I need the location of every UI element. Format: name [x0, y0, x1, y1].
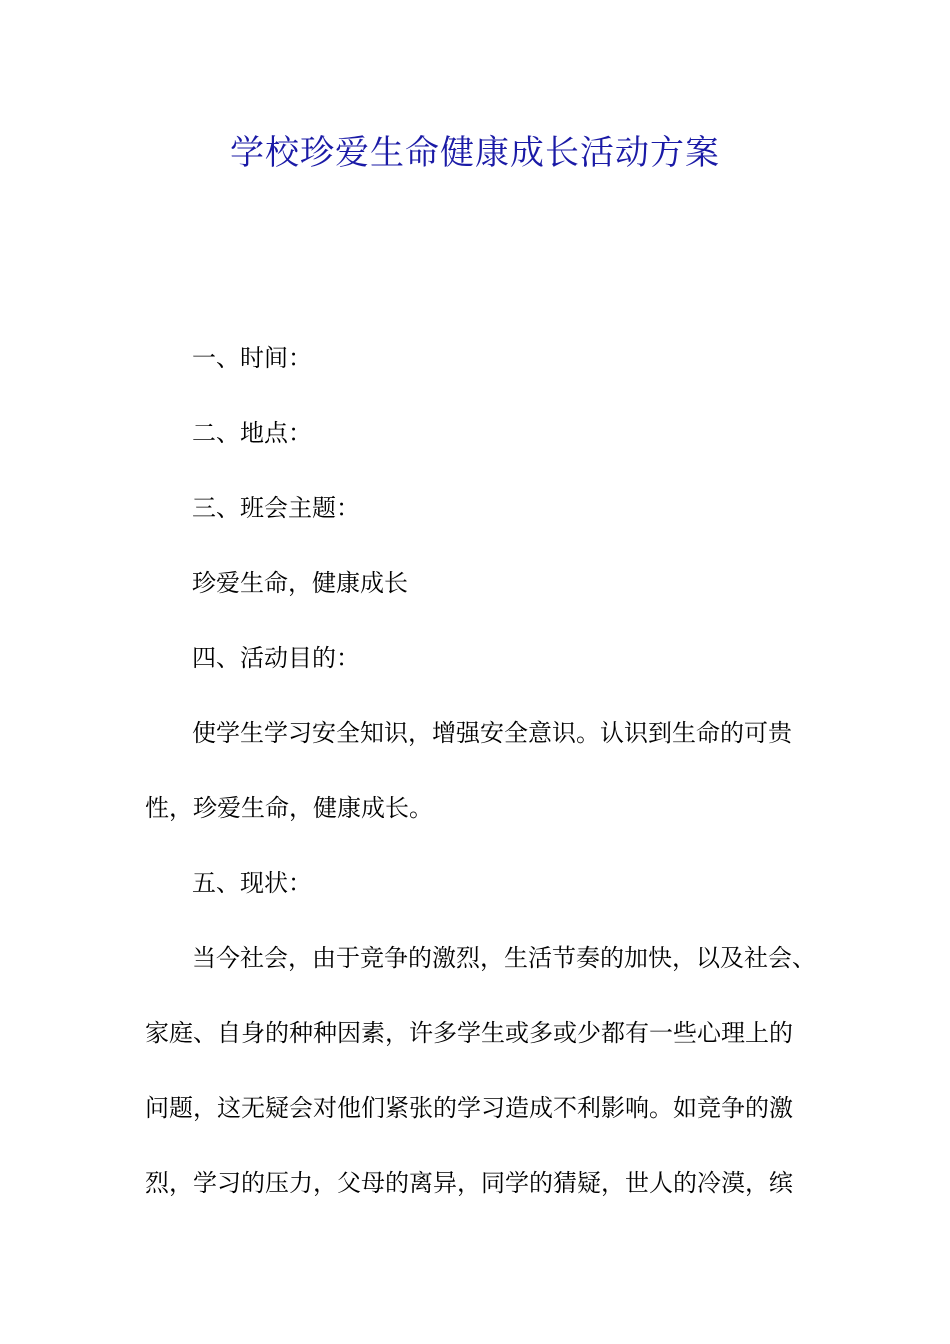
status-paragraph-line: 家庭、自身的种种因素，许多学生或多或少都有一些心理上的: [145, 1019, 793, 1047]
section-time-heading: 一、时间：: [192, 344, 312, 372]
section-purpose-heading: 四、活动目的：: [192, 644, 360, 672]
section-status-heading: 五、现状：: [192, 869, 312, 897]
status-paragraph-line: 问题，这无疑会对他们紧张的学习造成不利影响。如竞争的激: [145, 1094, 793, 1122]
document-title: 学校珍爱生命健康成长活动方案: [230, 133, 720, 173]
status-paragraph-line: 当今社会，由于竞争的激烈，生活节奏的加快，以及社会、: [192, 944, 816, 972]
purpose-paragraph-line: 使学生学习安全知识，增强安全意识。认识到生命的可贵: [192, 719, 792, 747]
purpose-paragraph-line: 性，珍爱生命，健康成长。: [145, 794, 433, 822]
section-theme-heading: 三、班会主题：: [192, 494, 360, 522]
theme-text: 珍爱生命，健康成长: [192, 569, 408, 597]
status-paragraph-line: 烈，学习的压力，父母的离异，同学的猜疑，世人的冷漠，缤: [145, 1169, 793, 1197]
section-location-heading: 二、地点：: [192, 419, 312, 447]
